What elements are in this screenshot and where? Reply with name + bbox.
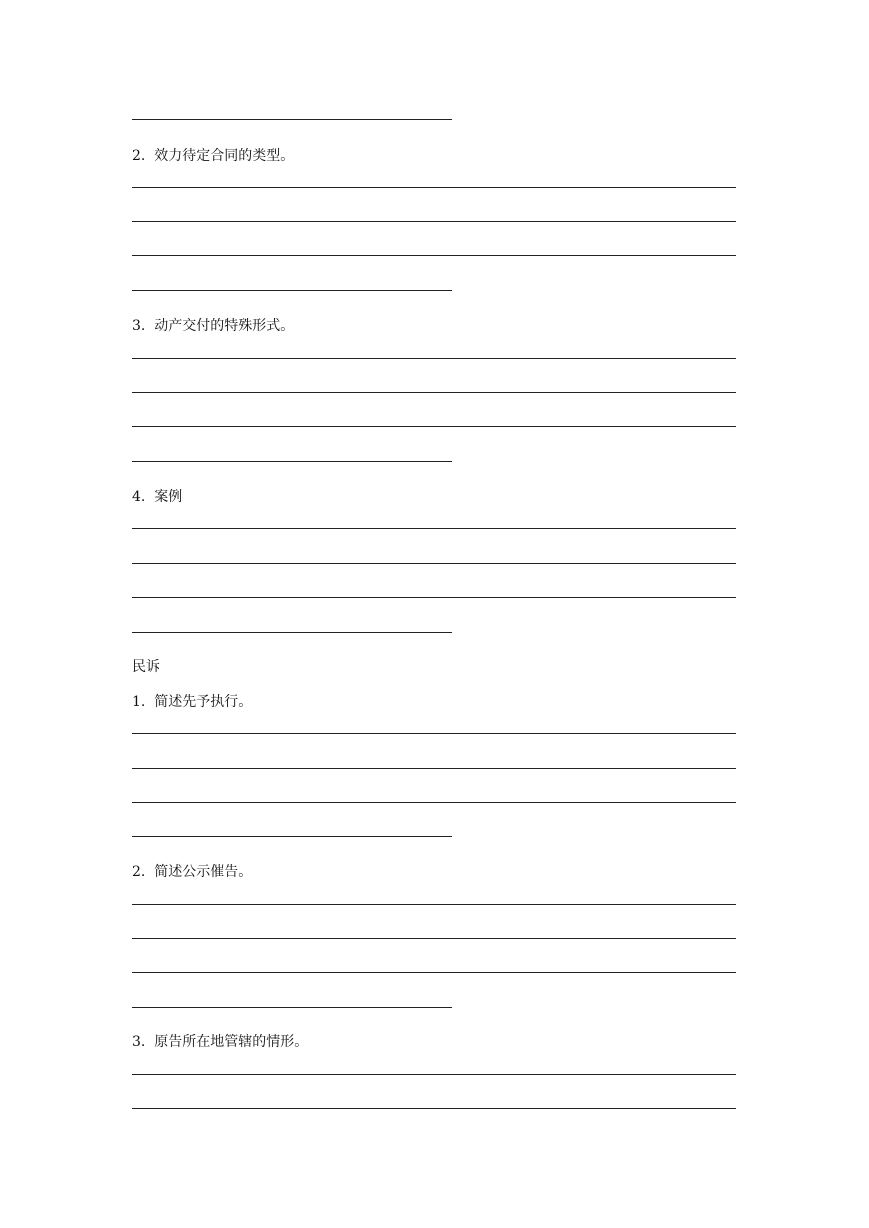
answer-line (132, 290, 452, 291)
question-number: 3. (132, 1034, 146, 1050)
answer-line (132, 632, 452, 633)
answer-line (132, 972, 736, 973)
question-number: 4. (132, 489, 146, 505)
civil-procedure-question-1 (132, 693, 252, 711)
answer-line (132, 392, 736, 393)
question-text: 简述先予执行。 (154, 694, 253, 710)
answer-line (132, 836, 452, 837)
answer-line (132, 1007, 452, 1008)
question-text: 效力待定合同的类型。 (154, 148, 295, 164)
civil-procedure-question-3 (132, 1033, 308, 1051)
answer-line (132, 221, 736, 222)
answer-line (132, 938, 736, 939)
civil-procedure-question-2 (132, 863, 252, 881)
answer-line (132, 187, 736, 188)
answer-line (132, 733, 736, 734)
question-text: 原告所在地管辖的情形。 (154, 1034, 309, 1050)
question-2 (132, 147, 294, 165)
answer-line (132, 119, 452, 120)
answer-line (132, 528, 736, 529)
answer-line (132, 904, 736, 905)
answer-line (132, 802, 736, 803)
question-text: 动产交付的特殊形式。 (154, 318, 295, 334)
question-4 (132, 488, 182, 506)
question-number: 1. (132, 694, 146, 710)
section-heading: 民诉 (132, 659, 160, 675)
answer-line (132, 563, 736, 564)
question-number: 2. (132, 148, 146, 164)
question-3 (132, 317, 294, 335)
answer-line (132, 358, 736, 359)
question-number: 2. (132, 864, 146, 880)
answer-line (132, 768, 736, 769)
answer-line (132, 461, 452, 462)
answer-line (132, 426, 736, 427)
answer-line (132, 597, 736, 598)
question-text: 简述公示催告。 (154, 864, 253, 880)
answer-line (132, 255, 736, 256)
question-text: 案例 (154, 489, 183, 505)
question-number: 3. (132, 318, 146, 334)
answer-line (132, 1074, 736, 1075)
answer-line (132, 1108, 736, 1109)
